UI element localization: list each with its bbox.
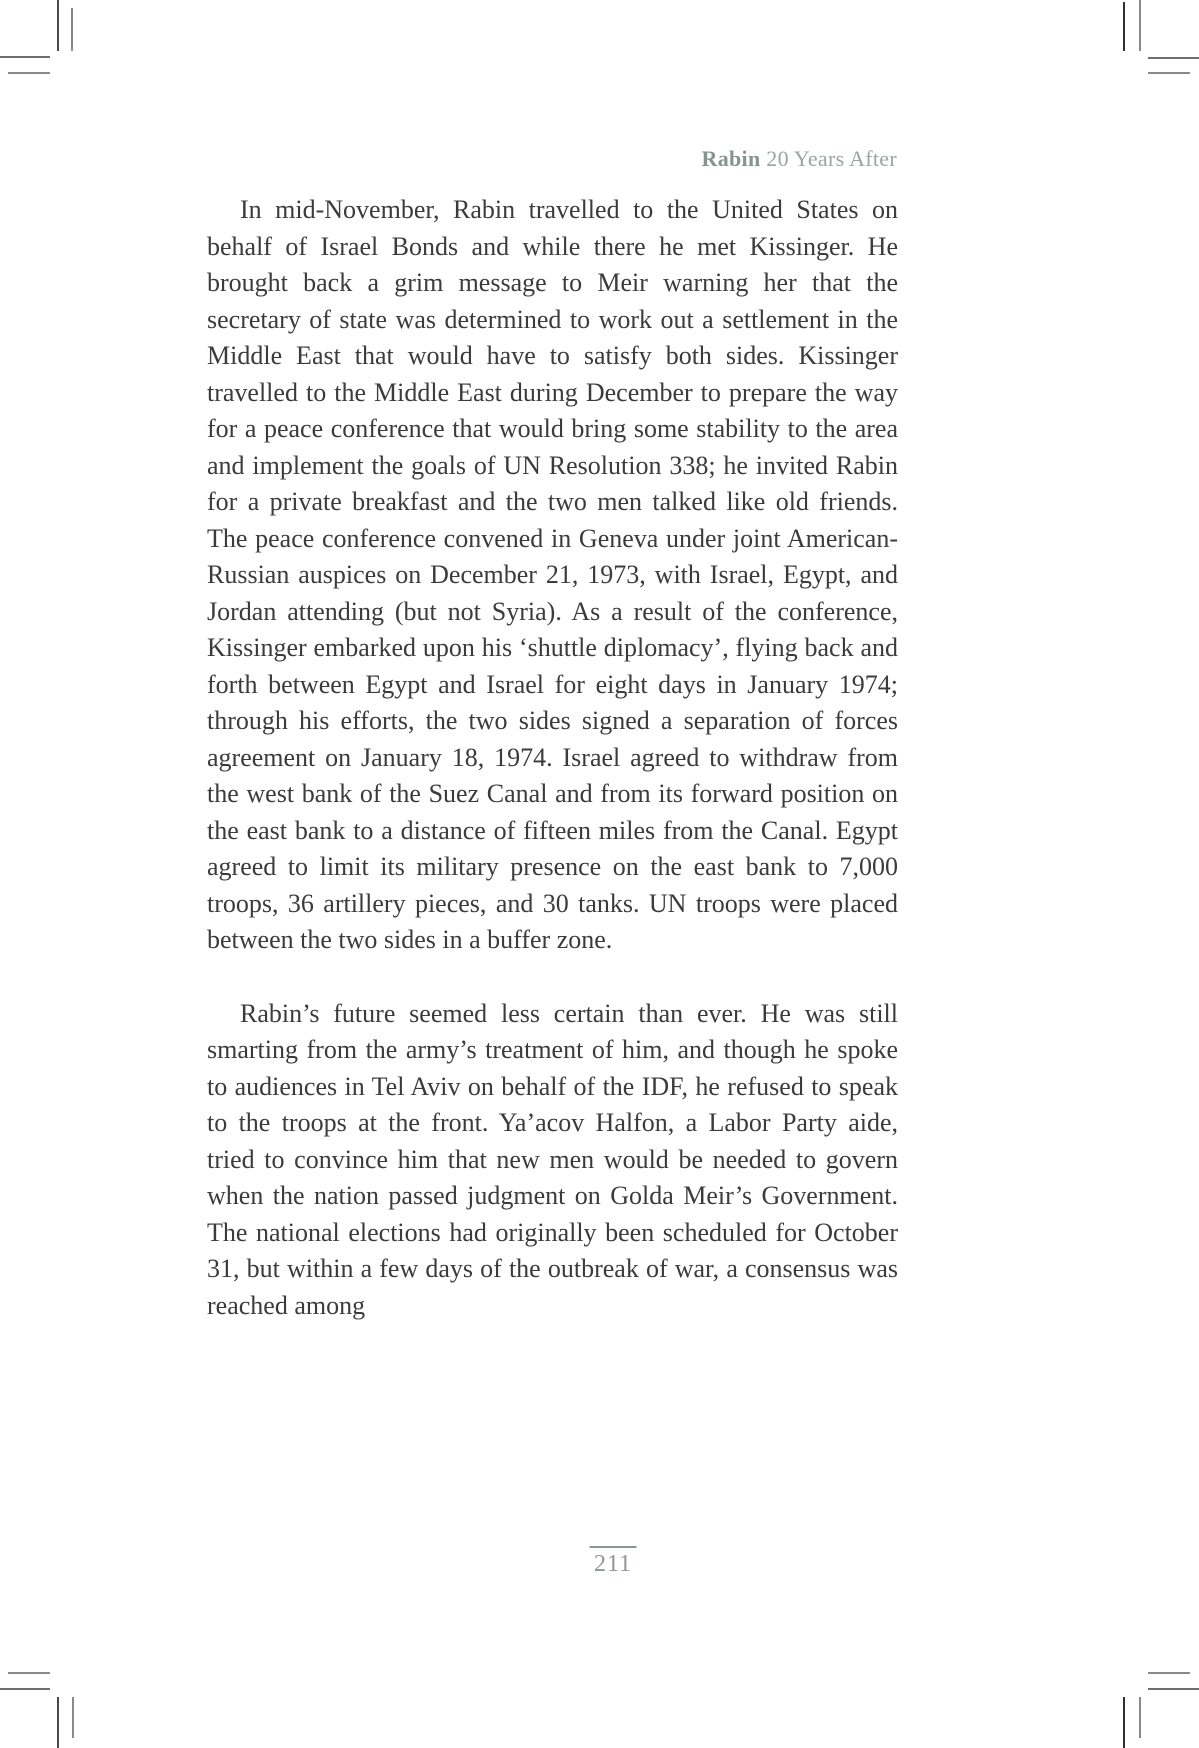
crop-mark-bottom-right-h1: [1148, 1672, 1190, 1674]
crop-mark-top-left-h2: [8, 72, 50, 74]
body-paragraph-2: Rabin’s future seemed less certain than ever. He was still smarting from the army’s treatment of him, and though he spoke to audiences in Tel Aviv on behalf of the IDF, he refused to speak to the troops at the front. Ya’acov Halfon, a Labor Party aide, tried to convince him that new men would be needed to govern when the nation passed judgment on Golda Meir’s Government. The national elections had originally been scheduled for October 31, but within a few days of the outbreak of war, a consensus was reached among: [207, 998, 898, 1320]
running-header: [702, 146, 897, 172]
crop-mark-bottom-right-v1: [1123, 1697, 1125, 1748]
crop-mark-top-left-h1: [0, 56, 50, 58]
crop-mark-top-right-h2: [1148, 72, 1190, 74]
crop-mark-bottom-left-h2: [0, 1688, 50, 1690]
body-paragraph-1: In mid-November, Rabin travelled to the United States on behalf of Israel Bonds and while there he met Kissinger. He brought back a grim message to Meir warning her that the secretary of state was determined to work out a settlement in the Middle East that would have to satisfy both sides. Kissinger travelled to the Middle East during December to prepare the way for a peace conference that would bring some stability to the area and implement the goals of UN Resolution 338; he invited Rabin for a private breakfast and the two men talked like old friends. The peace conference convened in Geneva under joint American-Russian auspices on December 21, 1973, with Israel, Egypt, and Jordan attending (but not Syria). As a result of the conference, Kissinger embarked upon his ‘shuttle diplomacy’, flying back and forth between Egypt and Israel for eight days in January 1974; through his efforts, the two sides signed a separation of forces agreement on January 18, 1974. Israel agreed to withdraw from the west bank of the Suez Canal and from its forward position on the east bank to a distance of fifteen miles from the Canal. Egypt agreed to limit its military presence on the east bank to 7,000 troops, 36 artillery pieces, and 30 tanks. UN troops were placed between the two sides in a buffer zone.: [207, 195, 898, 954]
crop-mark-top-right-h1: [1148, 57, 1199, 59]
crop-mark-bottom-left-h1: [8, 1672, 50, 1674]
page-number-rule: [590, 1546, 637, 1548]
header-book-title: Rabin: [701, 146, 761, 171]
crop-mark-bottom-left-v1: [57, 1697, 59, 1748]
crop-mark-top-right-v1: [1123, 2, 1125, 51]
crop-mark-top-right-v2: [1139, 0, 1141, 51]
crop-mark-top-left-v1: [57, 0, 59, 51]
page-footer: [590, 1546, 637, 1578]
crop-mark-bottom-right-h2: [1148, 1688, 1199, 1690]
crop-mark-top-left-v2: [71, 8, 73, 51]
header-book-subtitle: 20 Years After: [760, 146, 897, 171]
page-number: 211: [593, 1551, 633, 1577]
crop-mark-bottom-right-v2: [1139, 1697, 1141, 1738]
text-column: [207, 192, 898, 1324]
crop-mark-bottom-left-v2: [72, 1697, 74, 1738]
